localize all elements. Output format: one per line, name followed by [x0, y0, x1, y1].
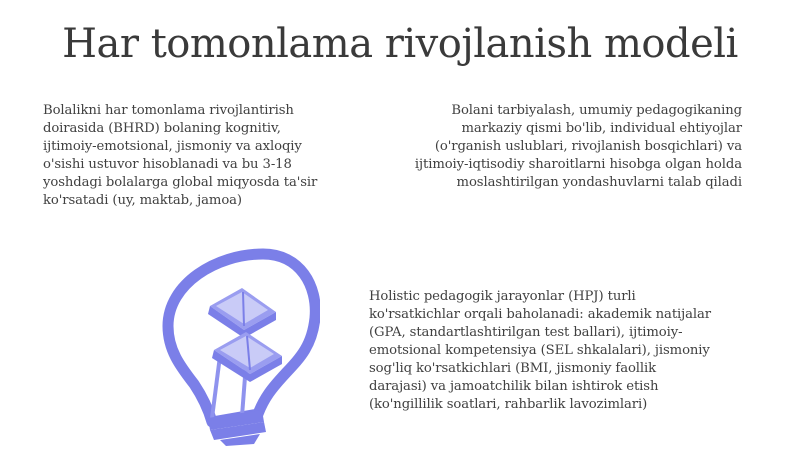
- lightbulb-with-books-icon: [150, 246, 320, 446]
- paragraph-top-right: Bolani tarbiyalash, umumiy pedagogikaning markaziy qismi bo'lib, individual ehtiyojlar (o'rganish uslublari, rivojlanish bosqichlari) va ijtimoiy-iqtisodiy sharoitlarni hisobga olgan holda moslashtirilgan yondashuvlarni talab qiladi: [414, 103, 742, 190]
- paragraph-top-left: Bolalikni har tomonlama rivojlantirish doirasida (BHRD) bolaning kognitiv, ijtimoiy-emotsional, jismoniy va axloqiy o'sishi ustuvor hisoblanadi va bu 3-18 yoshdagi bolalarga global miqyosda ta'sir ko'rsatadi (uy, maktab, jamoa): [43, 103, 318, 208]
- slide-title: Har tomonlama rivojlanish modeli: [62, 21, 738, 67]
- bulb-wire-left: [212, 356, 220, 418]
- book-upper-icon: [208, 288, 276, 338]
- book-lower-icon: [212, 332, 282, 382]
- paragraph-bottom-right: Holistic pedagogik jarayonlar (HPJ) turli ko'rsatkichlar orqali baholanadi: akademik natijalar (GPA, standartlashtirilgan test ballari), ijtimoiy- emotsional kompetensiya (SEL shkalalari), jismoniy sog'liq ko'rsatkichlari (BMI, jismoniy faollik darajasi) va jamoatchilik bilan ishtirok etish (ko'ngillilik soatlari, rahbarlik lavozimlari): [369, 289, 711, 412]
